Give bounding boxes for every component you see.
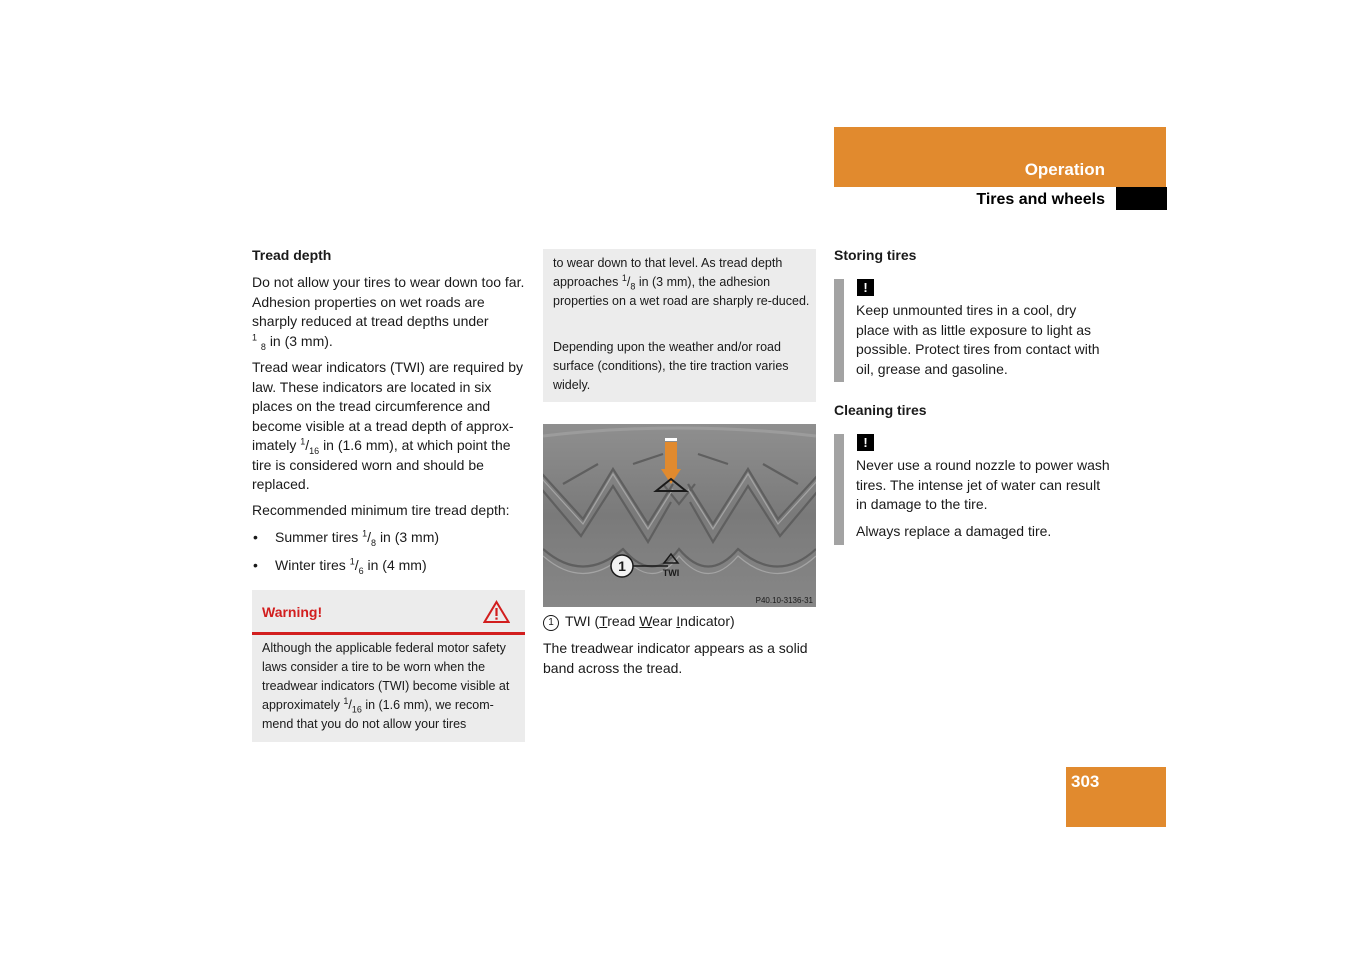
- notice-bar: [834, 279, 844, 382]
- treadwear-para: The treadwear indicator appears as a solid band across the tread.: [543, 640, 808, 676]
- warning-title: Warning!: [262, 604, 323, 620]
- notice-icon: !: [857, 434, 874, 451]
- notice-bar: [834, 434, 844, 545]
- list-item: • Summer tires $^1/_8$ in (3 mm): [252, 528, 527, 548]
- continuation-para1: to wear down to that level. As tread depth approaches $^1/_8$ in (3 mm), the adhesion properties on a wet road are sharply re-duced.: [553, 256, 810, 308]
- tread-depth-para3: Recommended minimum tire tread depth:: [252, 502, 510, 518]
- subsection-title: Tires and wheels: [976, 191, 1105, 208]
- tread-depth-para1: Do not allow your tires to wear down too far. Adhesion properties on wet roads are sharply reduced at tread depths under $^1$ $_8$ in (3 mm).: [252, 274, 525, 352]
- section-title: Operation: [1024, 160, 1105, 179]
- page-number: 303: [1071, 772, 1100, 791]
- twi-label: TWI: [662, 568, 680, 578]
- cleaning-tires-text2: Always replace a damaged tire.: [856, 523, 1052, 539]
- tread-depth-list: [252, 528, 527, 583]
- tread-depth-heading: Tread depth: [252, 247, 332, 263]
- continuation-para2: Depending upon the weather and/or road surface (conditions), the tire traction varies widely.: [553, 340, 789, 392]
- header-marker: [1116, 187, 1167, 210]
- tire-tread-illustration: [543, 424, 816, 607]
- storing-tires-heading: Storing tires: [834, 247, 917, 263]
- callout-circle: 1: [543, 615, 559, 631]
- cleaning-tires-heading: Cleaning tires: [834, 402, 927, 418]
- warning-text: Although the applicable federal motor safety laws consider a tire to be worn when the treadwear indicators (TWI) become visible at approximately $^1/_{16}$ in (1.6 mm), we recom-mend that you do not allow your tires: [262, 641, 510, 731]
- tread-depth-para2: Tread wear indicators (TWI) are required by law. These indicators are located in six places on the tread circumference and become visible at a tread depth of approx-imately $^1/_{16}$ in (1.6 mm), at which point the tire is considered worn and should be replaced.: [252, 359, 524, 492]
- callout-number: 1: [618, 558, 626, 574]
- notice-icon: !: [857, 279, 874, 296]
- cleaning-tires-text1: Never use a round nozzle to power wash tires. The intense jet of water can result in damage to the tire.: [856, 457, 1110, 512]
- list-item: • Winter tires $^1/_6$ in (4 mm): [252, 556, 527, 576]
- storing-tires-text: Keep unmounted tires in a cool, dry place with as little exposure to light as possible. Protect tires from contact with oil, grease and gasoline.: [856, 302, 1100, 377]
- image-code: P40.10-3136-31: [755, 596, 813, 605]
- header-band: [834, 127, 1166, 187]
- warning-triangle-icon: [483, 600, 510, 624]
- image-caption: 1 TWI (Tread Wear Indicator): [543, 612, 816, 632]
